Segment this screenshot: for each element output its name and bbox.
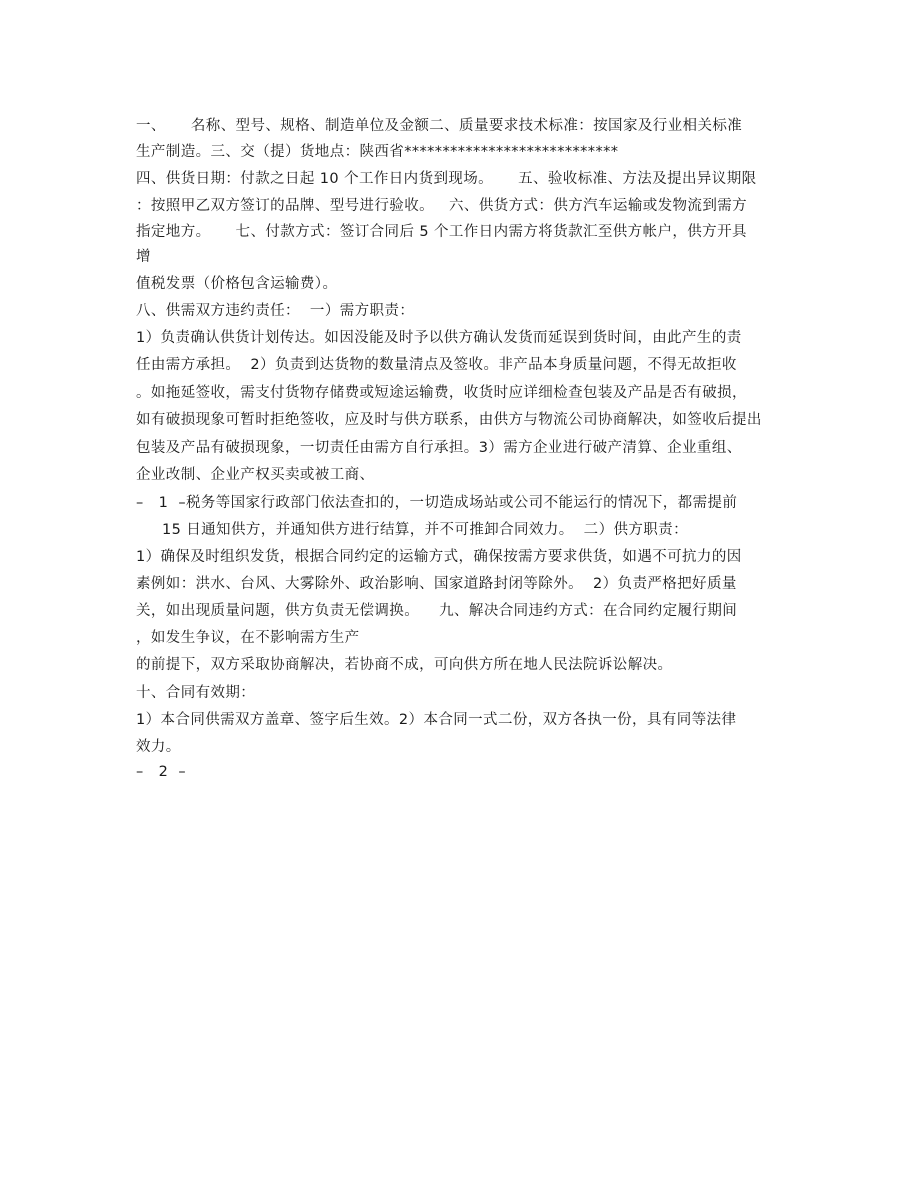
text-line: ：按照甲乙双方签订的品牌、型号进行验收。 六、供货方式：供方汽车运输或发物流到需方 [136, 198, 748, 214]
text-line: 15 日通知供方，并通知供方进行结算，并不可推卸合同效力。 二）供方职责： [162, 522, 688, 538]
text-line: 如有破损现象可暂时拒绝签收，应及时与供方联系，由供方与物流公司协商解决，如签收后提出 [136, 412, 762, 428]
text-line: 任由需方承担。 2）负责到达货物的数量清点及签收。非产品本身质量问题，不得无故拒收 [136, 357, 737, 373]
page-number: – 2 – [136, 764, 186, 780]
text-line: 值税发票（价格包含运输费）。 [136, 276, 338, 292]
text-line: 增 [136, 249, 151, 265]
text-line: 的前提下，双方采取协商解决，若协商不成，可向供方所在地人民法院诉讼解决。 [136, 657, 673, 673]
text-line: 1）确保及时组织发货，根据合同约定的运输方式，确保按需方要求供货，如遇不可抗力的因 [136, 549, 742, 565]
text-line: ，如发生争议，在不影响需方生产 [136, 630, 360, 646]
text-line: 效力。 [136, 739, 181, 755]
text-line: 一、 名称、型号、规格、制造单位及金额二、质量要求技术标准：按国家及行业相关标准 [136, 118, 743, 134]
text-line: 。如拖延签收，需支付货物存储费或短途运输费，收货时应详细检查包装及产品是否有破损， [136, 385, 747, 401]
text-line: 1）本合同供需双方盖章、签字后生效。2）本合同一式二份，双方各执一份，具有同等法律 [136, 712, 737, 728]
text-line: 包装及产品有破损现象，一切责任由需方自行承担。3）需方企业进行破产清算、企业重组、 [136, 440, 742, 456]
page-number-line: – 1 –税务等国家行政部门依法查扣的，一切造成场站或公司不能运行的情况下，都需提前 [136, 495, 738, 511]
text-line: 1）负责确认供货计划传达。如因没能及时予以供方确认发货而延误到货时间，由此产生的责 [136, 330, 742, 346]
text-line: 企业改制、企业产权买卖或被工商、 [136, 467, 375, 483]
section-heading: 十、合同有效期： [136, 685, 256, 701]
section-heading: 八、供需双方违约责任： 一）需方职责： [136, 303, 415, 319]
text-line: 指定地方。 七、付款方式：签订合同后 5 个工作日内需方将货款汇至供方帐户，供方开具 [136, 224, 747, 240]
text-line: 生产制造。三、交（提）货地点：陕西省**************************** [136, 144, 619, 160]
text-line: 四、供货日期：付款之日起 10 个工作日内货到现场。 五、验收标准、方法及提出异议期限 [136, 171, 757, 187]
text-line: 素例如：洪水、台风、大雾除外、政治影响、国家道路封闭等除外。 2）负责严格把好质量 [136, 576, 737, 592]
text-line: 关，如出现质量问题，供方负责无偿调换。 九、解决合同违约方式：在合同约定履行期间 [136, 603, 738, 619]
